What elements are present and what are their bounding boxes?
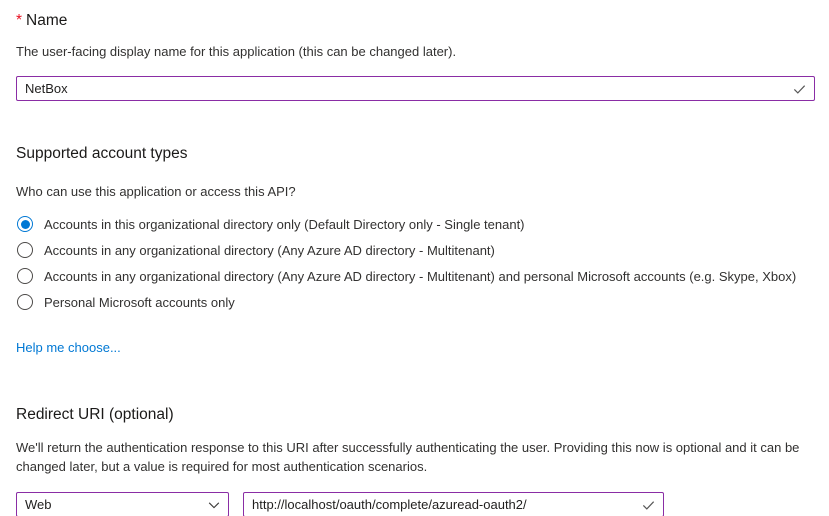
radio-option-label: Personal Microsoft accounts only: [44, 294, 235, 310]
name-input-container: [16, 76, 815, 101]
account-types-question: Who can use this application or access this API?: [16, 184, 296, 199]
help-me-choose-link[interactable]: Help me choose...: [16, 340, 121, 355]
redirect-uri-input-container: [243, 492, 664, 516]
radio-option-label: Accounts in any organizational directory (Any Azure AD directory - Multitenant) and personal Microsoft accounts (e.g. Skype, Xbox): [44, 268, 797, 284]
radio-button[interactable]: [17, 268, 33, 284]
name-label: Name: [26, 12, 68, 29]
redirect-uri-input[interactable]: [244, 493, 663, 516]
radio-button-selected[interactable]: [17, 216, 33, 232]
redirect-uri-heading: Redirect URI (optional): [16, 406, 174, 423]
name-input[interactable]: [17, 77, 814, 100]
account-types-radio-group: [16, 211, 815, 315]
redirect-uri-description: We'll return the authentication response to this URI after successfully authenticating the user. Providing this now is optional and it can be changed later, but a value is required for most authentication scenarios.: [16, 440, 800, 474]
name-section-heading: [16, 12, 815, 30]
radio-button[interactable]: [17, 242, 33, 258]
radio-button[interactable]: [17, 294, 33, 310]
radio-option-single-tenant[interactable]: [16, 211, 815, 237]
radio-option-label: Accounts in any organizational directory (Any Azure AD directory - Multitenant): [44, 242, 495, 258]
radio-option-multitenant[interactable]: [16, 237, 815, 263]
required-marker: *: [16, 12, 23, 29]
name-description: The user-facing display name for this application (this can be changed later).: [16, 44, 457, 59]
radio-option-label: Accounts in this organizational directory only (Default Directory only - Single tenant): [44, 216, 525, 232]
radio-option-multitenant-personal[interactable]: [16, 263, 815, 289]
radio-option-personal-only[interactable]: [16, 289, 815, 315]
redirect-uri-controls: [16, 492, 815, 516]
platform-select[interactable]: [16, 492, 229, 516]
chevron-down-icon: [207, 498, 221, 512]
account-types-heading: Supported account types: [16, 145, 188, 162]
platform-select-value: Web: [25, 497, 52, 512]
